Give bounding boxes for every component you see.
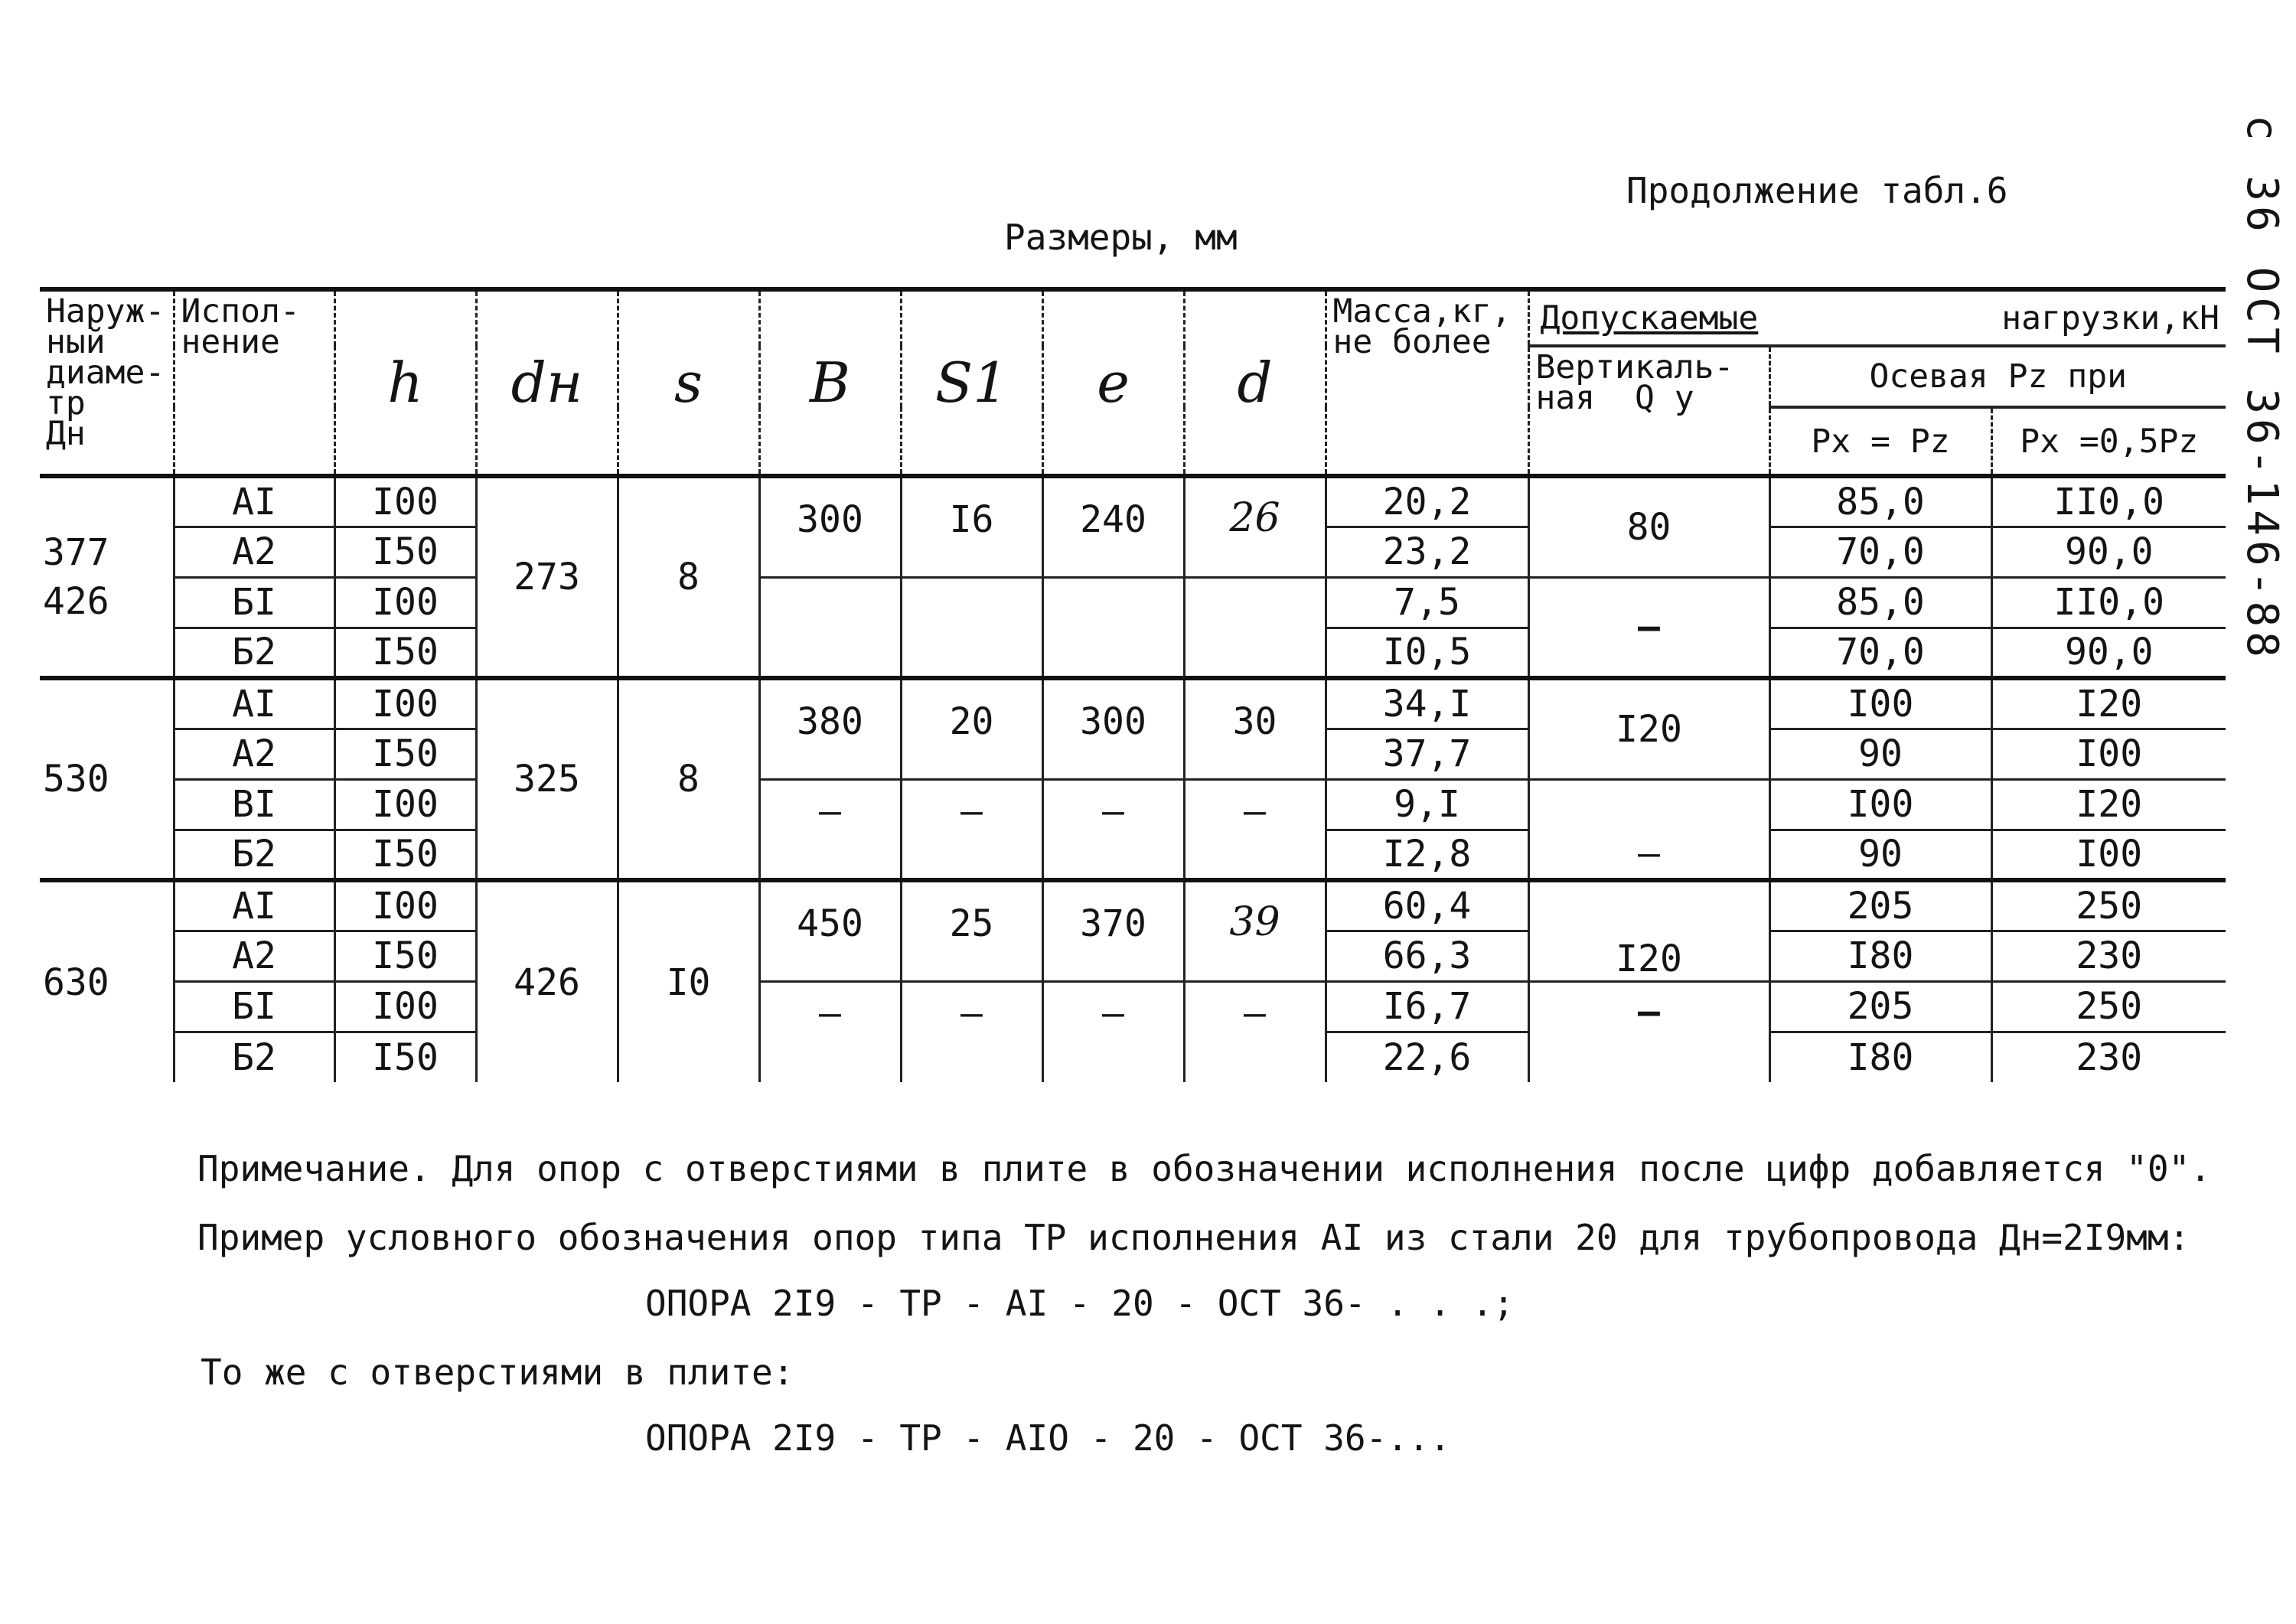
loads-right-label: нагрузки,кН (2001, 298, 2219, 338)
table-cell-px1: I00 (1769, 779, 1991, 830)
units-label: Размеры, мм (1004, 217, 1238, 258)
table-cell-isp: A2 (174, 729, 334, 779)
table-cell-mass: 9,I (1326, 779, 1528, 830)
table-cell-d-dash: – (1184, 779, 1326, 880)
table-cell-px1: 90 (1769, 830, 1991, 880)
table-cell-s1: I6 (901, 476, 1042, 577)
table-cell-px1: 85,0 (1769, 577, 1991, 628)
table-cell-h: I50 (334, 1032, 476, 1082)
table-cell-d: 26 (1184, 476, 1326, 577)
table-cell-px2: 250 (1991, 981, 2226, 1032)
table-cell-vert: I20 (1528, 880, 1769, 981)
table-cell-isp: BI (174, 779, 334, 830)
table-cell-h: I00 (334, 981, 476, 1032)
table-cell-px1: 85,0 (1769, 476, 1991, 527)
table-cell-px2: 230 (1991, 931, 2226, 981)
table-cell-vert: — (1528, 981, 1769, 1082)
table-cell-px2: 90,0 (1991, 527, 2226, 577)
table-cell-s: I0 (618, 880, 759, 1082)
col-header-version: Испол- нение (174, 289, 334, 476)
table-cell-px1: 70,0 (1769, 628, 1991, 678)
note-line-1: Примечание. Для опор с отверстиями в плите в обозначении исполнения после цифр добавляется "0". (197, 1148, 2211, 1189)
table-cell-h: I50 (334, 729, 476, 779)
note-line-4: То же с отверстиями в плите: (201, 1352, 794, 1393)
table-cell-b-dash: – (759, 981, 901, 1082)
table-cell-b: 300 (759, 476, 901, 577)
col-header-px1: Px = Pz (1769, 407, 1991, 476)
table-cell-e-dash (1042, 577, 1184, 678)
table-cell-e-dash: – (1042, 981, 1184, 1082)
table-cell-mass: 7,5 (1326, 577, 1528, 628)
table-cell-s: 8 (618, 476, 759, 678)
table-cell-isp: A2 (174, 527, 334, 577)
group1-dn-2: 426 (43, 580, 109, 623)
table-cell-s1: 20 (901, 678, 1042, 779)
table-cell-s: 8 (618, 678, 759, 880)
group3-dn: 630 (40, 880, 174, 1082)
table-cell-px2: 250 (1991, 880, 2226, 931)
table-cell-px1: I00 (1769, 678, 1991, 729)
col-header-s1: S1 (901, 289, 1042, 476)
table-cell-px2: I00 (1991, 830, 2226, 880)
table-cell-s1-dash: – (901, 779, 1042, 880)
table-cell-px1: I80 (1769, 1032, 1991, 1082)
table-cell-s1-dash: – (901, 981, 1042, 1082)
table-cell-dh: 426 (476, 880, 618, 1082)
dimensions-table (40, 287, 2226, 1082)
col-header-b: B (759, 289, 901, 476)
table-cell-isp: AI (174, 678, 334, 729)
table-cell-mass: I0,5 (1326, 628, 1528, 678)
table-cell-b-dash (759, 577, 901, 678)
table-cell-mass: 37,7 (1326, 729, 1528, 779)
note-line-2: Пример условного обозначения опор типа ТР исполнения AI из стали 20 для трубопровода Дн=2I9мм: (197, 1217, 2190, 1258)
table-cell-px2: II0,0 (1991, 476, 2226, 527)
table-cell-e: 370 (1042, 880, 1184, 981)
col-header-d: d (1184, 289, 1326, 476)
table-cell-dh: 325 (476, 678, 618, 880)
table-cell-mass: I6,7 (1326, 981, 1528, 1032)
table-cell-h: I00 (334, 678, 476, 729)
table-cell-mass: 20,2 (1326, 476, 1528, 527)
table-cell-px1: 70,0 (1769, 527, 1991, 577)
col-header-outer-diameter: Наруж- ный диаме- тр Дн (40, 289, 174, 476)
table-cell-e: 240 (1042, 476, 1184, 577)
side-document-code: с 36 ОСТ 36-146-88 (2237, 115, 2287, 662)
group1-dn-1: 377 (43, 531, 109, 574)
table-cell-mass: I2,8 (1326, 830, 1528, 880)
table-cell-px2: 230 (1991, 1032, 2226, 1082)
table-cell-d: 39 (1184, 880, 1326, 981)
table-cell-s1: 25 (901, 880, 1042, 981)
table-cell-h: I00 (334, 577, 476, 628)
continuation-label: Продолжение табл.6 (1626, 170, 2008, 211)
table-cell-mass: 34,I (1326, 678, 1528, 729)
table-cell-px1: 90 (1769, 729, 1991, 779)
table-cell-vert: I20 (1528, 678, 1769, 779)
col-header-vertical: Вертикаль- ная Q у (1528, 346, 1769, 476)
table-cell-e: 300 (1042, 678, 1184, 779)
table-cell-d-dash: – (1184, 981, 1326, 1082)
table-cell-mass: 22,6 (1326, 1032, 1528, 1082)
table-cell-px2: I20 (1991, 678, 2226, 729)
table-cell-px2: I00 (1991, 729, 2226, 779)
table-cell-px2: II0,0 (1991, 577, 2226, 628)
group1-dn (40, 476, 174, 678)
table-cell-h: I50 (334, 527, 476, 577)
note-line-3: ОПОРА 2I9 - ТР - AI - 20 - ОСТ 36- . . .; (645, 1283, 1515, 1324)
table-cell-isp: Б2 (174, 628, 334, 678)
table-cell-isp: A2 (174, 931, 334, 981)
table-cell-h: I00 (334, 880, 476, 931)
table-cell-isp: БI (174, 981, 334, 1032)
table-cell-vert: 80 (1528, 476, 1769, 577)
table-cell-vert: – (1528, 577, 1769, 678)
table-cell-b-dash: – (759, 779, 901, 880)
table-cell-mass: 60,4 (1326, 880, 1528, 931)
table-cell-dh: 273 (476, 476, 618, 678)
note-line-5: ОПОРА 2I9 - ТР - AIО - 20 - ОСТ 36-... (645, 1417, 1451, 1459)
table-cell-b: 380 (759, 678, 901, 779)
table-cell-d-dash (1184, 577, 1326, 678)
col-header-s: s (618, 289, 759, 476)
table-cell-h: I50 (334, 830, 476, 880)
col-header-px2: Px =0,5Pz (1991, 407, 2226, 476)
col-header-e: e (1042, 289, 1184, 476)
table-cell-h: I00 (334, 779, 476, 830)
table-cell-isp: Б2 (174, 1032, 334, 1082)
table-cell-mass: 66,3 (1326, 931, 1528, 981)
table-cell-s1-dash (901, 577, 1042, 678)
table-cell-px1: 205 (1769, 981, 1991, 1032)
table-cell-d: 30 (1184, 678, 1326, 779)
table-cell-isp: БI (174, 577, 334, 628)
col-header-h: h (334, 289, 476, 476)
col-header-mass: Масса,кг, не более (1326, 289, 1528, 476)
col-header-axial: Осевая Pz при (1769, 346, 2226, 407)
group2-dn: 530 (40, 678, 174, 880)
table-cell-px1: 205 (1769, 880, 1991, 931)
table-cell-mass: 23,2 (1326, 527, 1528, 577)
col-header-dh: dн (476, 289, 618, 476)
table-cell-isp: AI (174, 880, 334, 931)
table-cell-isp: AI (174, 476, 334, 527)
table-cell-px2: 90,0 (1991, 628, 2226, 678)
table-cell-px1: I80 (1769, 931, 1991, 981)
table-cell-isp: Б2 (174, 830, 334, 880)
loads-left-label: Допускаемые (1540, 298, 1759, 338)
table-cell-h: I00 (334, 476, 476, 527)
table-cell-h: I50 (334, 628, 476, 678)
table-cell-px2: I20 (1991, 779, 2226, 830)
table-cell-e-dash: – (1042, 779, 1184, 880)
col-header-loads (1528, 289, 2226, 346)
table-cell-b: 450 (759, 880, 901, 981)
table-cell-h: I50 (334, 931, 476, 981)
table-cell-vert: — (1528, 779, 1769, 880)
